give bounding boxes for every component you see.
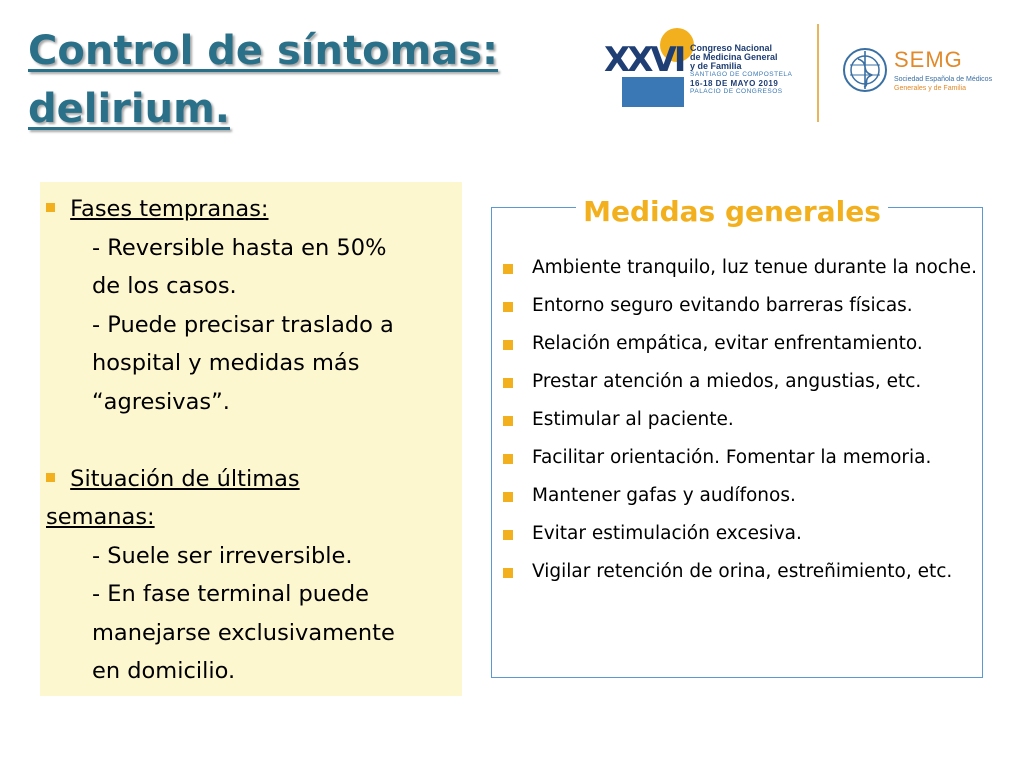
bullet-square-icon	[503, 264, 513, 274]
list-item	[503, 442, 979, 473]
bullet-square-icon	[503, 568, 513, 578]
left-item: - En fase terminal puede	[92, 581, 369, 607]
list-item-text: Estimular al paciente.	[532, 409, 734, 430]
list-item	[503, 480, 979, 511]
semg-emblem-icon	[840, 45, 890, 95]
slide-title	[28, 22, 498, 138]
left-item: “agresivas”.	[92, 388, 230, 415]
bullet-square-icon	[503, 302, 513, 312]
list-item	[503, 518, 979, 549]
left-item: - Puede precisar traslado a	[92, 311, 394, 338]
measures-list	[503, 252, 979, 594]
left-heading-2-row	[46, 460, 456, 499]
list-item-text: Facilitar orientación. Fomentar la memoria.	[532, 447, 932, 468]
left-heading-1: Fases tempranas:	[70, 196, 269, 222]
list-item-text: Entorno seguro evitando barreras físicas.	[532, 295, 913, 316]
list-item	[503, 328, 979, 359]
left-heading-2b-row	[46, 498, 456, 537]
left-heading-2a: Situación de últimas	[70, 465, 300, 492]
semg-logo	[840, 45, 993, 101]
left-heading-1-row	[46, 190, 456, 229]
semg-subtitle-2: Generales y de Familia	[894, 85, 966, 92]
bullet-square-icon	[503, 492, 513, 502]
bullet-square-icon	[503, 340, 513, 350]
left-item: hospital y medidas más	[92, 350, 360, 376]
congress-line-3: y de Familia	[690, 61, 742, 71]
semg-name: SEMG	[894, 47, 963, 72]
left-item: - Reversible hasta en 50%	[92, 234, 387, 261]
left-panel	[40, 182, 462, 696]
list-item-text: Relación empática, evitar enfrentamiento.	[532, 333, 923, 354]
semg-subtitle	[894, 75, 992, 93]
list-item	[503, 290, 979, 321]
congress-line-2: de Medicina General	[690, 52, 778, 62]
bullet-square-icon	[503, 454, 513, 464]
spacer	[46, 421, 456, 460]
left-item: manejarse exclusivamente	[92, 619, 395, 646]
list-item-text: Vigilar retención de orina, estreñimiento, etc.	[532, 561, 953, 582]
semg-subtitle-1: Sociedad Española de Médicos	[894, 76, 993, 83]
congress-line-1: Congreso Nacional	[690, 43, 773, 53]
list-item-text: Ambiente tranquilo, luz tenue durante la noche.	[532, 257, 977, 278]
measures-title: Medidas generales	[576, 190, 888, 234]
congress-dates: 16-18 DE MAYO 2019	[690, 79, 779, 88]
bullet-square-icon	[503, 530, 513, 540]
list-item	[503, 404, 979, 435]
congress-location: SANTIAGO DE COMPOSTELA	[690, 71, 793, 78]
list-item-text: Prestar atención a miedos, angustias, etc.	[532, 371, 922, 392]
congress-number: XXVI	[604, 40, 684, 80]
left-heading-2b: semanas:	[46, 504, 155, 530]
bullet-square-icon	[503, 416, 513, 426]
list-item	[503, 252, 979, 283]
slide-title-line2: delirium.	[28, 86, 230, 132]
list-item-text: Evitar estimulación excesiva.	[532, 523, 802, 544]
logo-divider	[817, 24, 819, 122]
left-item: - Suele ser irreversible.	[92, 542, 353, 569]
list-item-text: Mantener gafas y audífonos.	[532, 485, 796, 506]
congress-logo	[600, 22, 800, 104]
bullet-square-icon	[46, 203, 55, 212]
left-item: en domicilio.	[92, 658, 236, 684]
congress-venue: PALACIO DE CONGRESOS	[690, 88, 783, 95]
bullet-square-icon	[46, 473, 55, 482]
list-item	[503, 366, 979, 397]
congress-text	[690, 44, 800, 96]
slide-title-line1: Control de síntomas:	[28, 28, 499, 74]
bullet-square-icon	[503, 378, 513, 388]
congress-logo-block	[622, 77, 684, 107]
list-item	[503, 556, 979, 587]
left-item: de los casos.	[92, 273, 237, 299]
